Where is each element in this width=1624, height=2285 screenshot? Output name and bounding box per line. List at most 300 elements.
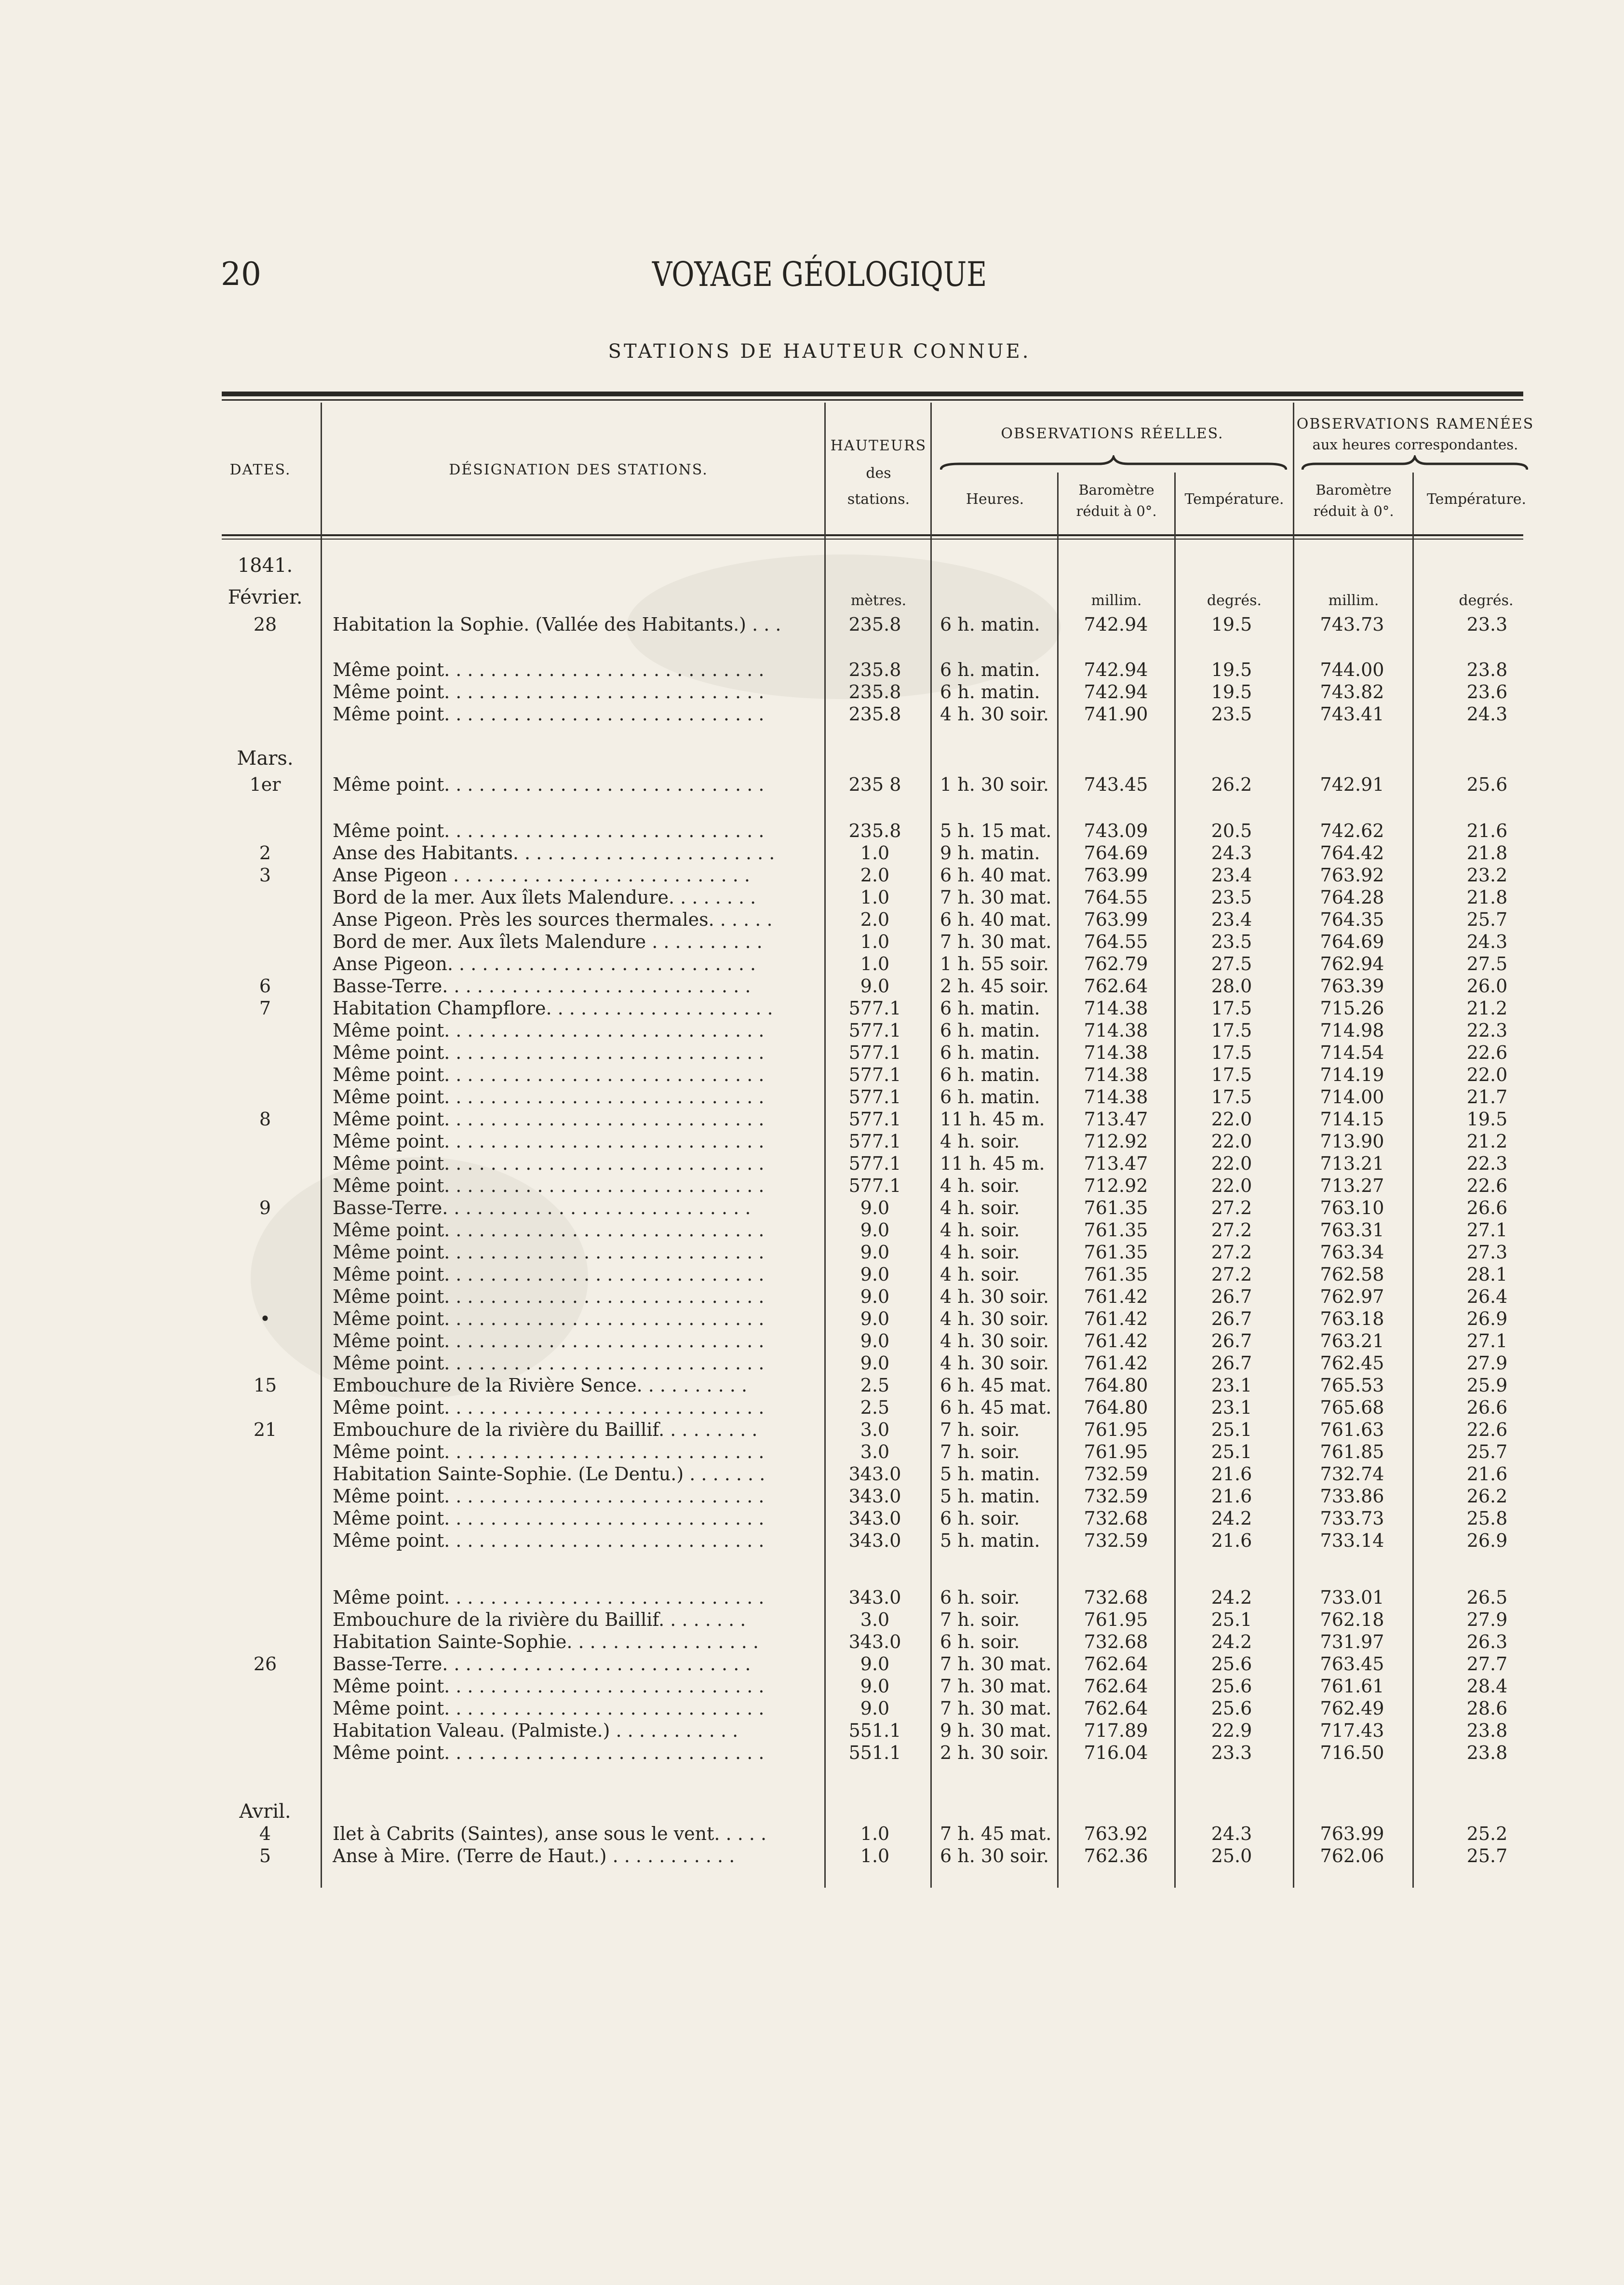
row-barometre: 716.04 [1084, 1742, 1148, 1763]
unit-hauteur: mètres. [850, 592, 907, 609]
row-barometre-ramene: 762.45 [1320, 1352, 1384, 1374]
row-designation: Même point. . . . . . . . . . . . . . . . . . . . . . . . . . . . [333, 1131, 765, 1152]
row-date: 6 [259, 975, 271, 997]
row-date: 4 [259, 1823, 271, 1844]
row-barometre: 712.92 [1084, 1175, 1148, 1196]
row-heure: 2 h. 45 soir. [940, 975, 1049, 997]
row-temperature: 23.4 [1211, 909, 1252, 930]
row-temperature: 24.3 [1211, 1823, 1252, 1844]
row-temperature: 25.6 [1211, 1653, 1252, 1675]
row-hauteur: 551.1 [848, 1720, 901, 1741]
row-temperature: 25.6 [1211, 1676, 1252, 1697]
row-date [207, 1285, 323, 1308]
row-hauteur: 2.5 [860, 1397, 890, 1418]
row-barometre-ramene: 763.99 [1320, 1823, 1384, 1844]
row-temperature: 21.6 [1211, 1530, 1252, 1551]
row-designation: Bord de mer. Aux îlets Malendure . . . . . . . . . . [333, 931, 763, 952]
row-designation: Même point. . . . . . . . . . . . . . . . . . . . . . . . . . . . [333, 774, 765, 795]
row-heure: 4 h. 30 soir. [940, 1330, 1049, 1352]
row-hauteur: 235.8 [848, 614, 901, 635]
row-barometre-ramene: 763.21 [1320, 1330, 1384, 1352]
header-rule [222, 534, 1523, 536]
row-date: 8 [259, 1109, 271, 1130]
row-designation: Même point. . . . . . . . . . . . . . . . . . . . . . . . . . . . [333, 820, 765, 841]
header-dates: DATES. [229, 461, 291, 478]
row-hauteur: 9.0 [860, 1242, 890, 1263]
row-date [207, 1441, 323, 1463]
row-designation: Même point. . . . . . . . . . . . . . . . . . . . . . . . . . . . [333, 1175, 765, 1196]
row-barometre-ramene: 733.86 [1320, 1486, 1384, 1507]
row-designation: Habitation la Sophie. (Vallée des Habitants.) . . . [333, 614, 781, 635]
row-barometre: 741.90 [1084, 703, 1148, 725]
row-designation: Même point. . . . . . . . . . . . . . . . . . . . . . . . . . . . [333, 703, 765, 725]
row-temperature-ramenee: 25.9 [1466, 1375, 1508, 1396]
row-temperature-ramenee: 22.6 [1466, 1419, 1508, 1440]
row-designation: Même point. . . . . . . . . . . . . . . . . . . . . . . . . . . . [333, 1441, 765, 1462]
row-designation: Anse Pigeon. Près les sources thermales. . . . . . [333, 909, 773, 930]
row-barometre: 764.55 [1084, 931, 1148, 952]
row-temperature: 24.2 [1211, 1508, 1252, 1529]
row-temperature-ramenee: 26.9 [1466, 1308, 1508, 1329]
row-heure: 6 h. matin. [940, 998, 1040, 1019]
row-heure: 7 h. 45 mat. [940, 1823, 1052, 1844]
row-temperature-ramenee: 26.6 [1466, 1397, 1508, 1418]
row-temperature-ramenee: 26.2 [1466, 1486, 1508, 1507]
row-heure: 6 h. soir. [940, 1508, 1020, 1529]
row-designation: Même point. . . . . . . . . . . . . . . . . . . . . . . . . . . . [333, 1530, 765, 1551]
row-barometre-ramene: 742.91 [1320, 774, 1384, 795]
row-barometre: 763.99 [1084, 865, 1148, 886]
row-date [207, 1586, 323, 1609]
row-barometre-ramene: 761.61 [1320, 1676, 1384, 1697]
row-barometre: 761.42 [1084, 1330, 1148, 1352]
row-hauteur: 577.1 [848, 1109, 901, 1130]
row-barometre: 764.80 [1084, 1397, 1148, 1418]
row-heure: 6 h. matin. [940, 1042, 1040, 1063]
row-heure: 6 h. soir. [940, 1587, 1020, 1608]
row-designation: Basse-Terre. . . . . . . . . . . . . . . . . . . . . . . . . . . [333, 1197, 751, 1218]
row-designation: Même point. . . . . . . . . . . . . . . . . . . . . . . . . . . . [333, 681, 765, 703]
month-label-april: Avril. [239, 1800, 291, 1823]
row-barometre: 761.35 [1084, 1242, 1148, 1263]
row-barometre: 714.38 [1084, 998, 1148, 1019]
row-temperature: 22.9 [1211, 1720, 1252, 1741]
row-barometre-ramene: 762.18 [1320, 1609, 1384, 1630]
row-date [207, 1241, 323, 1263]
row-barometre-ramene: 714.00 [1320, 1086, 1384, 1108]
row-barometre: 713.47 [1084, 1109, 1148, 1130]
row-hauteur: 343.0 [848, 1587, 901, 1608]
row-hauteur: 235.8 [848, 820, 901, 841]
row-date: 3 [259, 865, 271, 886]
row-designation: Même point. . . . . . . . . . . . . . . . . . . . . . . . . . . . [333, 1242, 765, 1263]
row-temperature-ramenee: 27.9 [1466, 1609, 1508, 1630]
row-date [207, 931, 323, 953]
row-designation: Même point. . . . . . . . . . . . . . . . . . . . . . . . . . . . [333, 1352, 765, 1374]
row-barometre: 763.92 [1084, 1823, 1148, 1844]
row-designation: Même point. . . . . . . . . . . . . . . . . . . . . . . . . . . . [333, 1587, 765, 1608]
unit-barometre2: millim. [1328, 592, 1379, 609]
row-temperature: 23.3 [1211, 1742, 1252, 1763]
row-temperature: 17.5 [1211, 1064, 1252, 1085]
row-hauteur: 3.0 [860, 1609, 890, 1630]
row-barometre: 714.38 [1084, 1086, 1148, 1108]
row-temperature-ramenee: 27.9 [1466, 1352, 1508, 1374]
header-temperature2: Température. [1426, 491, 1527, 508]
row-designation: Même point. . . . . . . . . . . . . . . . . . . . . . . . . . . . [333, 1042, 765, 1063]
row-hauteur: 2.0 [860, 909, 890, 930]
row-barometre-ramene: 761.85 [1320, 1441, 1384, 1462]
row-designation: Embouchure de la Rivière Sence. . . . . . . . . . [333, 1375, 748, 1396]
row-barometre-ramene: 713.90 [1320, 1131, 1384, 1152]
row-temperature-ramenee: 23.6 [1466, 681, 1508, 703]
row-hauteur: 9.0 [860, 1286, 890, 1307]
col-sep-barometre [1174, 473, 1176, 1888]
row-temperature: 17.5 [1211, 998, 1252, 1019]
row-temperature: 23.5 [1211, 931, 1252, 952]
row-date [207, 659, 323, 681]
row-barometre-ramene: 743.41 [1320, 703, 1384, 725]
header-temperature: Température. [1184, 491, 1284, 508]
row-temperature-ramenee: 25.6 [1466, 774, 1508, 795]
row-hauteur: 1.0 [860, 887, 890, 908]
row-temperature: 25.1 [1211, 1441, 1252, 1462]
row-hauteur: 1.0 [860, 931, 890, 952]
row-hauteur: 577.1 [848, 1020, 901, 1041]
row-temperature: 26.7 [1211, 1286, 1252, 1307]
row-heure: 4 h. 30 soir. [940, 1352, 1049, 1374]
row-hauteur: 9.0 [860, 975, 890, 997]
row-temperature-ramenee: 27.1 [1466, 1330, 1508, 1352]
row-temperature: 25.6 [1211, 1698, 1252, 1719]
row-date [207, 1529, 323, 1552]
row-temperature: 28.0 [1211, 975, 1252, 997]
row-barometre: 714.38 [1084, 1064, 1148, 1085]
row-designation: Ilet à Cabrits (Saintes), anse sous le vent. . . . . [333, 1823, 767, 1844]
row-designation: Même point. . . . . . . . . . . . . . . . . . . . . . . . . . . . [333, 1486, 765, 1507]
row-designation: Basse-Terre. . . . . . . . . . . . . . . . . . . . . . . . . . . [333, 1653, 751, 1675]
row-temperature: 27.2 [1211, 1219, 1252, 1241]
row-barometre-ramene: 714.98 [1320, 1020, 1384, 1041]
row-barometre-ramene: 762.58 [1320, 1264, 1384, 1285]
row-date [207, 1742, 323, 1764]
row-temperature-ramenee: 25.7 [1466, 909, 1508, 930]
row-date: 21 [253, 1419, 277, 1440]
row-heure: 7 h. soir. [940, 1609, 1020, 1630]
row-heure: 4 h. soir. [940, 1131, 1020, 1152]
row-barometre: 717.89 [1084, 1720, 1148, 1741]
brace-obs-ramenees [1302, 455, 1528, 474]
col-sep-barometre2 [1412, 473, 1414, 1888]
header-hauteurs-3: stations. [847, 491, 910, 508]
row-barometre: 742.94 [1084, 659, 1148, 680]
row-temperature-ramenee: 25.8 [1466, 1508, 1508, 1529]
row-date [207, 1507, 323, 1529]
row-designation: Même point. . . . . . . . . . . . . . . . . . . . . . . . . . . . [333, 1286, 765, 1307]
row-designation: Habitation Valeau. (Palmiste.) . . . . . . . . . . . [333, 1720, 738, 1741]
row-temperature-ramenee: 22.6 [1466, 1175, 1508, 1196]
row-barometre-ramene: 763.31 [1320, 1219, 1384, 1241]
header-hauteurs-1: HAUTEURS [830, 437, 927, 454]
row-hauteur: 3.0 [860, 1441, 890, 1462]
row-date [207, 908, 323, 931]
header-designation: DÉSIGNATION DES STATIONS. [449, 461, 708, 478]
row-date [207, 1130, 323, 1152]
row-date [207, 1396, 323, 1419]
row-barometre-ramene: 763.45 [1320, 1653, 1384, 1675]
row-temperature-ramenee: 24.3 [1466, 931, 1508, 952]
row-heure: 4 h. soir. [940, 1264, 1020, 1285]
row-temperature: 22.0 [1211, 1175, 1252, 1196]
row-temperature: 25.1 [1211, 1609, 1252, 1630]
row-temperature: 26.2 [1211, 774, 1252, 795]
row-barometre-ramene: 761.63 [1320, 1419, 1384, 1440]
row-heure: 6 h. soir. [940, 1631, 1020, 1652]
row-barometre-ramene: 715.26 [1320, 998, 1384, 1019]
header-barometre-2: réduit à 0°. [1076, 503, 1157, 519]
row-hauteur: 1.0 [860, 1823, 890, 1844]
row-heure: 6 h. 45 mat. [940, 1375, 1052, 1396]
row-barometre-ramene: 714.54 [1320, 1042, 1384, 1063]
top-rule-thin [222, 399, 1523, 401]
row-barometre: 714.38 [1084, 1042, 1148, 1063]
row-barometre: 761.42 [1084, 1286, 1148, 1307]
row-designation: Anse des Habitants. . . . . . . . . . . . . . . . . . . . . . . [333, 842, 775, 864]
row-barometre: 732.59 [1084, 1530, 1148, 1551]
row-date [207, 1152, 323, 1175]
row-hauteur: 1.0 [860, 1845, 890, 1866]
row-date: 5 [259, 1845, 271, 1866]
row-designation: Même point. . . . . . . . . . . . . . . . . . . . . . . . . . . . [333, 1397, 765, 1418]
row-temperature: 26.7 [1211, 1308, 1252, 1329]
row-temperature: 24.2 [1211, 1587, 1252, 1608]
row-designation: Même point. . . . . . . . . . . . . . . . . . . . . . . . . . . . [333, 1086, 765, 1108]
row-barometre-ramene: 765.53 [1320, 1375, 1384, 1396]
row-hauteur: 343.0 [848, 1463, 901, 1485]
row-date [207, 1219, 323, 1241]
row-temperature: 17.5 [1211, 1042, 1252, 1063]
unit-temperature: degrés. [1207, 592, 1262, 609]
row-temperature: 17.5 [1211, 1020, 1252, 1041]
row-temperature-ramenee: 23.8 [1466, 1720, 1508, 1741]
row-temperature: 26.7 [1211, 1352, 1252, 1374]
row-temperature: 27.2 [1211, 1197, 1252, 1218]
row-temperature-ramenee: 28.4 [1466, 1676, 1508, 1697]
row-designation: Anse à Mire. (Terre de Haut.) . . . . . . . . . . . [333, 1845, 735, 1866]
row-date [207, 1697, 323, 1719]
row-date [207, 1019, 323, 1041]
row-temperature-ramenee: 21.6 [1466, 1463, 1508, 1485]
row-temperature-ramenee: 26.6 [1466, 1197, 1508, 1218]
row-temperature-ramenee: 27.7 [1466, 1653, 1508, 1675]
row-temperature-ramenee: 26.4 [1466, 1286, 1508, 1307]
row-date [207, 1041, 323, 1064]
row-date [207, 1631, 323, 1653]
row-temperature: 21.6 [1211, 1463, 1252, 1485]
row-designation: Même point. . . . . . . . . . . . . . . . . . . . . . . . . . . . [333, 1064, 765, 1085]
row-date [207, 681, 323, 703]
row-date [207, 1330, 323, 1352]
row-date [207, 886, 323, 908]
page-title: VOYAGE GÉOLOGIQUE [652, 255, 987, 294]
row-heure: 5 h. matin. [940, 1463, 1040, 1485]
row-heure: 4 h. 30 soir. [940, 1286, 1049, 1307]
row-barometre-ramene: 764.69 [1320, 931, 1384, 952]
row-barometre: 762.64 [1084, 1676, 1148, 1697]
row-barometre-ramene: 714.15 [1320, 1109, 1384, 1130]
row-date [207, 703, 323, 725]
row-barometre: 762.64 [1084, 1698, 1148, 1719]
header-rule-thin [222, 539, 1523, 540]
row-temperature: 23.1 [1211, 1375, 1252, 1396]
row-temperature-ramenee: 25.2 [1466, 1823, 1508, 1844]
row-barometre: 732.68 [1084, 1587, 1148, 1608]
row-barometre: 762.64 [1084, 1653, 1148, 1675]
row-temperature-ramenee: 21.7 [1466, 1086, 1508, 1108]
row-temperature-ramenee: 28.1 [1466, 1264, 1508, 1285]
row-heure: 6 h. matin. [940, 681, 1040, 703]
row-barometre: 714.38 [1084, 1020, 1148, 1041]
row-temperature-ramenee: 23.2 [1466, 865, 1508, 886]
row-barometre-ramene: 716.50 [1320, 1742, 1384, 1763]
row-heure: 4 h. soir. [940, 1175, 1020, 1196]
row-temperature-ramenee: 22.3 [1466, 1020, 1508, 1041]
row-hauteur: 9.0 [860, 1330, 890, 1352]
row-temperature-ramenee: 27.5 [1466, 953, 1508, 974]
row-heure: 7 h. 30 mat. [940, 1676, 1052, 1697]
row-heure: 7 h. 30 mat. [940, 1698, 1052, 1719]
row-temperature: 19.5 [1211, 681, 1252, 703]
row-barometre: 713.47 [1084, 1153, 1148, 1174]
row-barometre-ramene: 763.39 [1320, 975, 1384, 997]
row-hauteur: 235 8 [848, 774, 901, 795]
row-barometre-ramene: 714.19 [1320, 1064, 1384, 1085]
row-temperature-ramenee: 26.5 [1466, 1587, 1508, 1608]
header-obs-ramenees-1: OBSERVATIONS RAMENÉES [1296, 416, 1534, 433]
row-barometre-ramene: 713.27 [1320, 1175, 1384, 1196]
row-heure: 7 h. 30 mat. [940, 931, 1052, 952]
row-barometre: 762.79 [1084, 953, 1148, 974]
row-designation: Même point. . . . . . . . . . . . . . . . . . . . . . . . . . . . [333, 1219, 765, 1241]
col-sep-hauteurs [930, 403, 932, 1888]
row-date: 1er [249, 774, 281, 795]
row-temperature-ramenee: 26.9 [1466, 1530, 1508, 1551]
row-designation: Même point. . . . . . . . . . . . . . . . . . . . . . . . . . . . [333, 1698, 765, 1719]
row-barometre: 732.59 [1084, 1463, 1148, 1485]
row-date [207, 1719, 323, 1742]
row-heure: 9 h. 30 mat. [940, 1720, 1052, 1741]
month-label-march: Mars. [237, 747, 294, 770]
row-heure: 5 h. matin. [940, 1530, 1040, 1551]
row-barometre-ramene: 763.10 [1320, 1197, 1384, 1218]
row-date [207, 1485, 323, 1507]
row-designation: Même point. . . . . . . . . . . . . . . . . . . . . . . . . . . . [333, 1330, 765, 1352]
row-heure: 2 h. 30 soir. [940, 1742, 1049, 1763]
row-hauteur: 9.0 [860, 1308, 890, 1329]
row-date: 9 [259, 1197, 271, 1218]
row-date: • [259, 1308, 271, 1329]
header-obs-ramenees-2: aux heures correspondantes. [1312, 436, 1518, 453]
row-barometre: 764.55 [1084, 887, 1148, 908]
row-temperature: 27.2 [1211, 1242, 1252, 1263]
row-date [207, 1675, 323, 1697]
header-barometre2-1: Baromètre [1315, 482, 1392, 498]
row-temperature-ramenee: 26.0 [1466, 975, 1508, 997]
row-date: 15 [253, 1375, 277, 1396]
row-barometre: 761.95 [1084, 1441, 1148, 1462]
col-sep-temperature [1293, 403, 1294, 1888]
row-barometre-ramene: 717.43 [1320, 1720, 1384, 1741]
row-date [207, 1175, 323, 1197]
row-temperature: 23.5 [1211, 703, 1252, 725]
row-temperature-ramenee: 22.3 [1466, 1153, 1508, 1174]
row-temperature-ramenee: 21.2 [1466, 998, 1508, 1019]
row-date [207, 1463, 323, 1485]
top-rule-thick [222, 392, 1523, 396]
row-hauteur: 577.1 [848, 998, 901, 1019]
row-barometre: 743.09 [1084, 820, 1148, 841]
row-temperature-ramenee: 21.6 [1466, 820, 1508, 841]
table-title: STATIONS DE HAUTEUR CONNUE. [608, 340, 1031, 363]
row-barometre-ramene: 762.06 [1320, 1845, 1384, 1866]
row-heure: 6 h. 30 soir. [940, 1845, 1049, 1866]
row-designation: Même point. . . . . . . . . . . . . . . . . . . . . . . . . . . . [333, 1676, 765, 1697]
row-designation: Habitation Champflore. . . . . . . . . . . . . . . . . . . . [333, 998, 773, 1019]
row-temperature-ramenee: 21.8 [1466, 842, 1508, 864]
row-temperature: 24.3 [1211, 842, 1252, 864]
row-barometre: 761.35 [1084, 1219, 1148, 1241]
row-date [207, 1086, 323, 1108]
header-hauteurs-2: des [866, 465, 891, 482]
row-temperature-ramenee: 22.0 [1466, 1064, 1508, 1085]
row-barometre-ramene: 732.74 [1320, 1463, 1384, 1485]
row-temperature-ramenee: 21.8 [1466, 887, 1508, 908]
row-temperature: 27.2 [1211, 1264, 1252, 1285]
header-barometre2-2: réduit à 0°. [1313, 503, 1394, 519]
row-hauteur: 551.1 [848, 1742, 901, 1763]
row-barometre: 763.99 [1084, 909, 1148, 930]
row-temperature-ramenee: 19.5 [1466, 1109, 1508, 1130]
row-temperature: 22.0 [1211, 1153, 1252, 1174]
row-hauteur: 235.8 [848, 681, 901, 703]
row-temperature-ramenee: 28.6 [1466, 1698, 1508, 1719]
row-heure: 6 h. matin. [940, 614, 1040, 635]
row-temperature: 23.4 [1211, 865, 1252, 886]
row-heure: 7 h. soir. [940, 1441, 1020, 1462]
row-hauteur: 2.0 [860, 865, 890, 886]
row-temperature: 27.5 [1211, 953, 1252, 974]
row-temperature-ramenee: 27.3 [1466, 1242, 1508, 1263]
row-barometre-ramene: 744.00 [1320, 659, 1384, 680]
row-designation: Basse-Terre. . . . . . . . . . . . . . . . . . . . . . . . . . . [333, 975, 751, 997]
row-heure: 1 h. 30 soir. [940, 774, 1049, 795]
header-heures: Heures. [966, 491, 1024, 508]
row-date [207, 820, 323, 842]
row-temperature-ramenee: 27.1 [1466, 1219, 1508, 1241]
row-barometre: 762.64 [1084, 975, 1148, 997]
row-designation: Même point. . . . . . . . . . . . . . . . . . . . . . . . . . . . [333, 659, 765, 680]
row-hauteur: 235.8 [848, 703, 901, 725]
row-temperature-ramenee: 23.8 [1466, 659, 1508, 680]
row-barometre: 764.80 [1084, 1375, 1148, 1396]
year-label: 1841. [237, 554, 293, 577]
row-barometre: 732.59 [1084, 1486, 1148, 1507]
row-date [207, 1352, 323, 1374]
row-barometre-ramene: 733.73 [1320, 1508, 1384, 1529]
unit-temperature2: degrés. [1459, 592, 1514, 609]
row-temperature-ramenee: 23.8 [1466, 1742, 1508, 1763]
row-hauteur: 1.0 [860, 842, 890, 864]
